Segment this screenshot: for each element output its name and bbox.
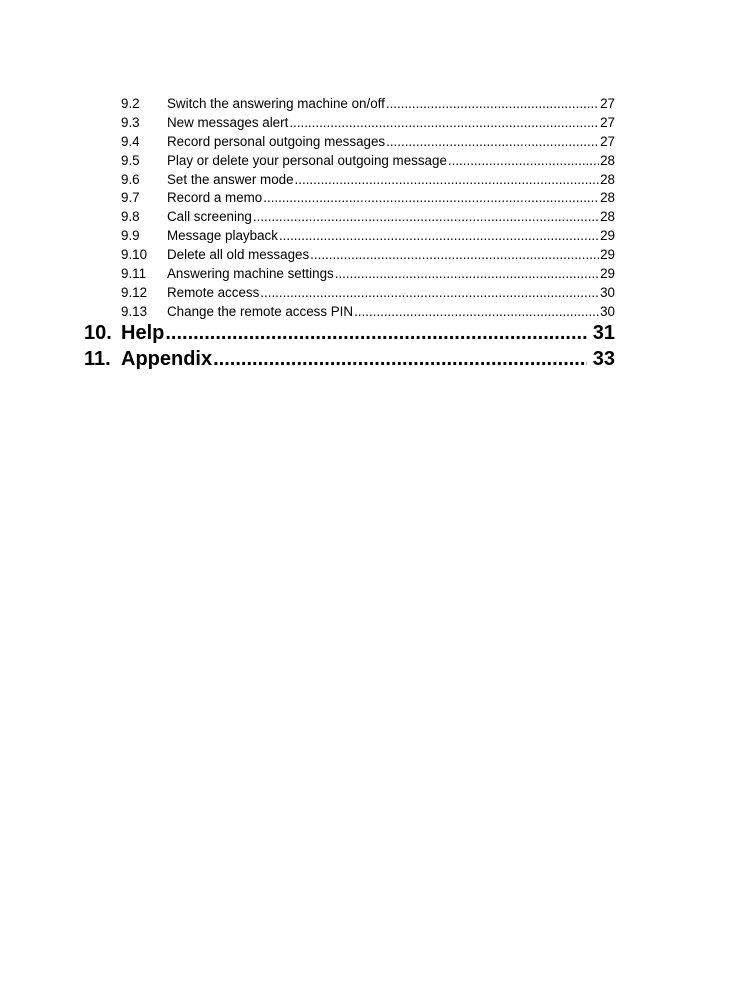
entry-page-number: 27 (600, 96, 615, 111)
dot-leader (213, 346, 587, 372)
toc-entry-9-7 (121, 189, 615, 208)
toc-entry-9-3 (121, 114, 615, 133)
entry-page-number: 30 (600, 303, 615, 319)
toc-entry-9-10 (121, 246, 615, 265)
dot-leader (295, 171, 600, 190)
entry-page-number: 29 (600, 228, 615, 244)
dot-leader (260, 284, 599, 303)
entry-number: 9.5 (121, 152, 140, 168)
entry-title: Message playback (167, 228, 278, 244)
dot-leader (354, 303, 599, 322)
chapter-title: Help (121, 322, 165, 344)
toc-entry-9-8 (121, 208, 615, 227)
toc-entry-9-12 (121, 284, 615, 303)
dot-leader (253, 208, 599, 227)
toc-entry-9-2 (121, 95, 615, 114)
toc-chapter-list (84, 320, 615, 372)
entry-page-number: 28 (600, 190, 615, 206)
dot-leader (165, 320, 586, 346)
chapter-title: Appendix (121, 348, 213, 370)
entry-number: 9.10 (121, 247, 148, 263)
entry-title: Answering machine settings (167, 266, 334, 282)
toc-entry-9-9 (121, 227, 615, 246)
dot-leader (448, 152, 599, 171)
entry-number: 9.2 (121, 96, 140, 111)
entry-number: 9.8 (121, 209, 140, 225)
entry-number: 9.3 (121, 114, 140, 130)
toc-entry-9-13 (121, 303, 615, 322)
entry-number: 9.9 (121, 228, 140, 244)
dot-leader (289, 114, 599, 133)
entry-title: Delete all old messages (167, 247, 310, 263)
entry-page-number: 27 (600, 114, 615, 130)
entry-title: New messages alert (167, 114, 289, 130)
chapter-number: 10. (84, 322, 112, 344)
entry-number: 9.4 (121, 133, 140, 149)
entry-title: Record a memo (167, 190, 263, 206)
entry-title: Call screening (167, 209, 252, 225)
entry-number: 9.6 (121, 171, 140, 187)
entry-page-number: 28 (600, 171, 615, 187)
toc-chapter-appendix (84, 346, 615, 372)
entry-page-number: 30 (600, 284, 615, 300)
entry-number: 9.12 (121, 284, 148, 300)
entry-page-number: 27 (600, 133, 615, 149)
dot-leader (263, 189, 599, 208)
entry-title: Play or delete your personal outgoing message (167, 152, 447, 168)
chapter-page-number: 33 (592, 348, 615, 370)
dot-leader (310, 246, 599, 265)
entry-number: 9.7 (121, 190, 140, 206)
entry-page-number: 29 (600, 247, 615, 263)
entry-number: 9.13 (121, 303, 148, 319)
dot-leader (335, 265, 599, 284)
toc-entry-9-6 (121, 171, 615, 190)
chapter-page-number: 31 (592, 322, 615, 344)
dot-leader (386, 133, 599, 152)
toc-chapter-help (84, 320, 615, 346)
toc-entry-9-11 (121, 265, 615, 284)
entry-title: Change the remote access PIN (167, 303, 354, 319)
entry-page-number: 28 (600, 152, 615, 168)
entry-page-number: 29 (600, 266, 615, 282)
toc-entry-9-5 (121, 152, 615, 171)
entry-page-number: 28 (600, 209, 615, 225)
entry-number: 9.11 (121, 266, 147, 282)
dot-leader (279, 227, 599, 246)
entry-title: Record personal outgoing messages (167, 133, 386, 149)
entry-title: Remote access (167, 284, 260, 300)
dot-leader (386, 95, 599, 114)
entry-title: Switch the answering machine on/off (167, 96, 385, 111)
chapter-number: 11. (84, 348, 111, 370)
toc-subsection-list (121, 95, 615, 322)
toc-entry-9-4 (121, 133, 615, 152)
entry-title: Set the answer mode (167, 171, 294, 187)
